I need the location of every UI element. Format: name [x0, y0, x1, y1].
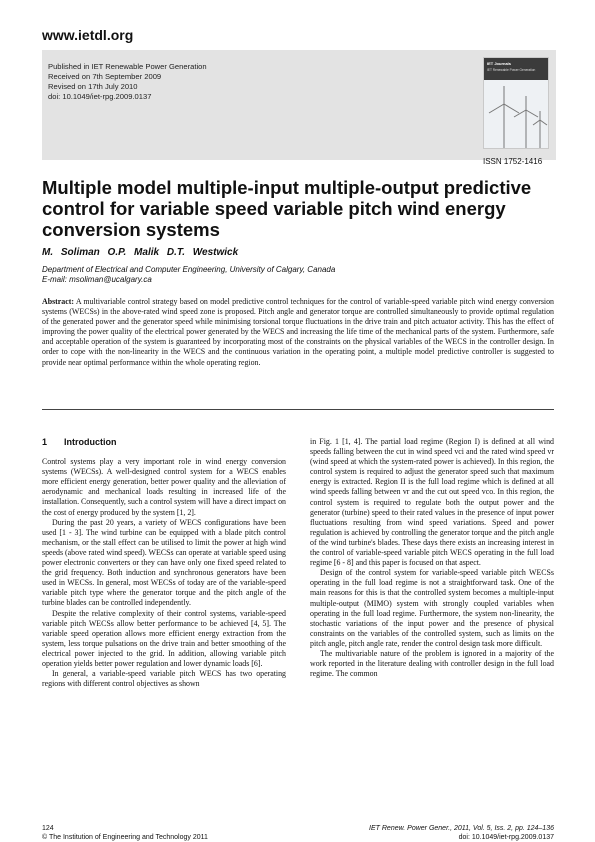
- paragraph: Design of the control system for variable-speed variable pitch WECSs operating in the full load regime is not a straightforward task. One of the main reasons for this is that the controlled system becomes a multiple-input multiple-output (MIMO) system with strongly coupled variables when operating in the full load regime. Furthermore, the system non-linearity, the stochastic variations of the input power and the presence of physical constraints on the variables of the controlled system, such as limits on the pitch angle, pitch angle rate, render the control design task more difficult.: [310, 568, 554, 648]
- journal-citation: IET Renew. Power Gener., 2011, Vol. 5, Iss. 2, pp. 124–136: [369, 825, 554, 832]
- publication-info: [48, 62, 207, 102]
- section-number: 1: [42, 437, 48, 447]
- right-column: [310, 437, 554, 679]
- abstract-text: A multivariable control strategy based on model predictive control techniques for the control of variable-speed variable pitch wind energy conversion systems (WECSs) in the above-rated wind speed zone is proposed. Pitch angle and generator torque are controlled simultaneously to provide optimal regulation of the generated power and the generator speed while minimising torsional torque fluctuations in the drive train and pitch actuator activity. This has the effect of improving the power quality of the electrical power generated by the WECS and increasing the life time of the mechanical parts of the system. Furthermore, safe and acceptable operation of the system is guaranteed by incorporating most of the constraints on the physical variables of the WECS in the controller design. In order to cope with the non-linearity in the WECS and the continuous variation in the operating point, a multiple model predictive controller is suggested to provide near optimal performance within the whole operating region.: [42, 297, 554, 367]
- cover-title: IET Renewable Power Generation: [487, 68, 536, 72]
- issn: ISSN 1752-1416: [483, 157, 543, 166]
- paragraph: Despite the relative complexity of their control systems, variable-speed variable pitch WECSs allow better performance to be achieved [4, 5]. The variable speed operation allows more efficient energy extraction from the system, less torque pulsations on the drive train and better smoothing of the electrical power injected to the grid. In addition, allowing variable pitch operation yields better power regulation and lower dynamic loads [6].: [42, 608, 286, 668]
- paragraph: In general, a variable-speed variable pitch WECS has two operating regions with different control objectives as shown: [42, 669, 286, 689]
- abstract-label: Abstract:: [42, 297, 74, 306]
- affiliation: [42, 265, 335, 285]
- footer-right: [310, 824, 554, 842]
- wind-turbine-icon: [484, 80, 548, 148]
- copyright: © The Institution of Engineering and Technology 2011: [42, 834, 208, 841]
- doi-footer: doi: 10.1049/iet-rpg.2009.0137: [458, 834, 554, 841]
- journal-cover-image: [483, 57, 549, 149]
- authors: M. Soliman O.P. Malik D.T. Westwick: [42, 247, 239, 258]
- revised-date: Revised on 17th July 2010: [48, 82, 138, 91]
- paragraph: Control systems play a very important role in wind energy conversion systems (WECSs). A well-designed control system for a WECS enables more efficient energy generation, better power quality and the alleviation of aerodynamic and mechanical loads resulting in increased life of the installation. Consequently, such a control system will have a direct impact on the cost of energy produced by the system [1, 2].: [42, 457, 286, 517]
- received-date: Received on 7th September 2009: [48, 72, 162, 81]
- left-column: [42, 437, 286, 689]
- footer-left: [42, 824, 208, 842]
- abstract-divider: [42, 409, 554, 410]
- paragraph: The multivariable nature of the problem is ignored in a majority of the work reported in the literature dealing with controller design in the full load regime. The common: [310, 648, 554, 679]
- site-url[interactable]: www.ietdl.org: [42, 27, 134, 43]
- cover-brand: IET Journals: [487, 61, 512, 66]
- page-number: 124: [42, 825, 54, 832]
- published-in: Published in IET Renewable Power Generation: [48, 62, 207, 71]
- section-heading: [42, 437, 286, 447]
- department: Department of Electrical and Computer Engineering, University of Calgary, Canada: [42, 265, 336, 274]
- doi-header: doi: 10.1049/iet-rpg.2009.0137: [48, 92, 152, 101]
- paragraph: During the past 20 years, a variety of WECS configurations have been used [1 - 3]. The wind turbine can be equipped with a blade pitch control mechanism, or the stall effect can be utilised to limit the power at high wind speeds (above rated wind speed). WECSs can operate at variable speed using power electronic converters or they can have only one fixed speed related to the grid frequency. Both induction and synchronous generators have been used in WECSs. In general, most WECSs of today are of the variable-speed variable pitch type where the generator torque and the pitch angle of the turbine blades can be controlled independently.: [42, 517, 286, 608]
- author-email[interactable]: E-mail: msoliman@ucalgary.ca: [42, 275, 152, 284]
- abstract: [42, 297, 554, 368]
- section-title: Introduction: [64, 437, 117, 447]
- paragraph: in Fig. 1 [1, 4]. The partial load regime (Region I) is defined at all wind speeds falling between the cut in wind speed vci and the rated wind speed vr (wind speed at which the system-rated power is achieved). In this region, the control system is required to adjust the generator speed such that maximum energy is extracted. Region II is the full load regime which is defined at all wind speeds falling between vr and the cut out speed vco. In this region, the control system is required to regulate both the output power and the generator (turbine) speed to their rated values in the presence of input power fluctuations resulting from wind speed variations. Speed and power regulation is achieved by controlling the generator torque and the pitch angle of the wind turbine's blades. These days there exists an increasing interest in the control of variable-speed variable pitch WECS operating in the full load regime [6 - 8] and this paper is focused on that aspect.: [310, 437, 554, 568]
- paper-title: Multiple model multiple-input multiple-output predictive control for variable speed variable pitch wind energy conversion systems: [42, 177, 532, 240]
